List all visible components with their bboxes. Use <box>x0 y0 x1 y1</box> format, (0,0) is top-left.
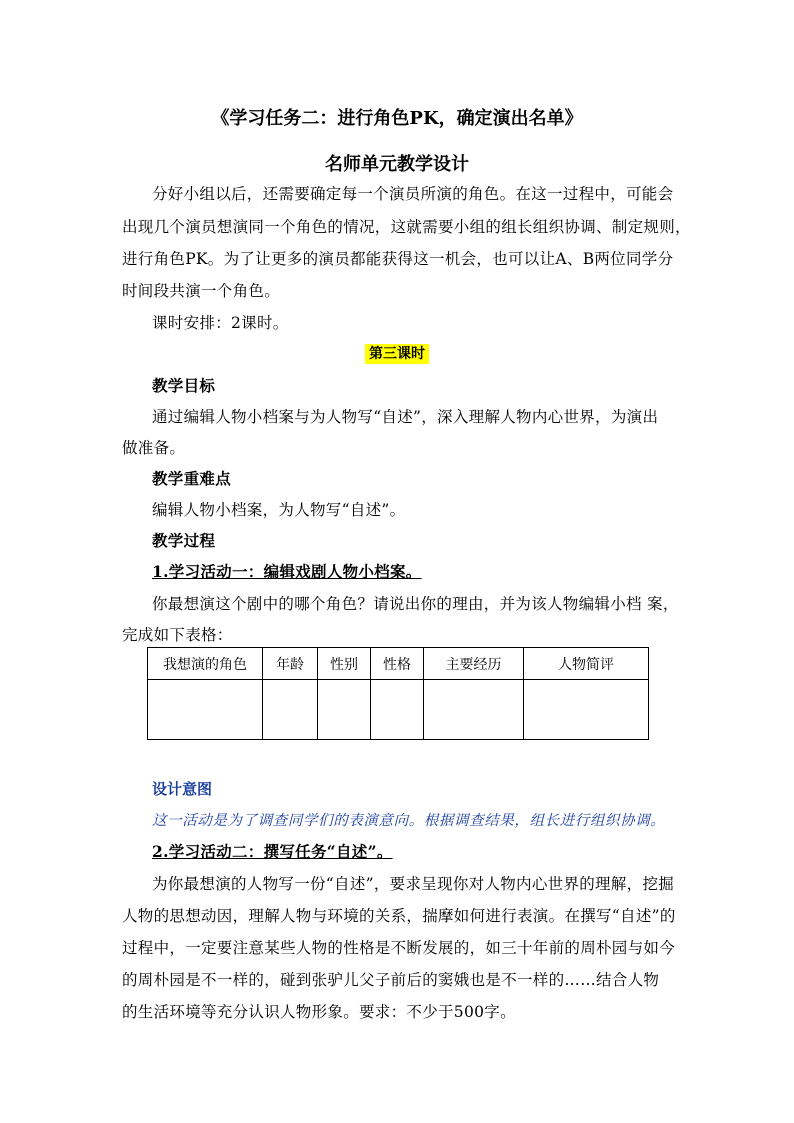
intro-line-2: 出现几个演员想演同一个角色的情况，这就需要小组的组长组织协调、制定规则， <box>122 218 691 236</box>
table-cell <box>424 680 524 740</box>
objective-line-1: 通过编辑人物小档案与为人物写“自述”，深入理解人物内心世界，为演出 <box>152 408 659 426</box>
activity2-line-2: 人物的思想动因，理解人物与环境的关系，揣摩如何进行表演。在撰写“自述”的 <box>122 907 676 925</box>
keypoints-text: 编辑人物小档案，为人物写“自述”。 <box>152 501 406 519</box>
activity1-line-1: 你最想演这个剧中的哪个角色？请说出你的理由，并为该人物编辑小档 案， <box>152 595 679 613</box>
page-subtitle: 名师单元教学设计 <box>325 154 469 175</box>
page-title: 《学习任务二：进行角色PK，确定演出名单》 <box>211 108 583 129</box>
activity2-line-5: 的生活环境等充分认识人物形象。要求：不少于500字。 <box>122 1003 516 1021</box>
activity1-heading: 1.学习活动一：编辑戏剧人物小档案。 <box>152 562 422 581</box>
table-header: 人物简评 <box>524 648 649 680</box>
profile-table <box>147 647 649 740</box>
lesson-label: 第三课时 <box>365 344 429 364</box>
table-cell <box>371 680 424 740</box>
table-header: 我想演的角色 <box>148 648 263 680</box>
activity1-line-2: 完成如下表格： <box>122 626 233 644</box>
design-intent-text: 这一活动是为了调查同学们的表演意向。根据调查结果，组长进行组织协调。 <box>152 813 666 829</box>
schedule-text: 课时安排：2课时。 <box>152 314 289 332</box>
activity2-line-4: 的周朴园是不一样的，碰到张驴儿父子前后的窦娥也是不一样的……结合人物 <box>122 971 660 989</box>
lesson-label-wrap <box>0 343 794 363</box>
table-header: 性格 <box>371 648 424 680</box>
table-header: 主要经历 <box>424 648 524 680</box>
table-row <box>148 680 649 740</box>
design-intent-heading: 设计意图 <box>152 780 213 798</box>
keypoints-heading: 教学重难点 <box>152 469 232 488</box>
intro-line-4: 时间段共演一个角色。 <box>122 282 281 300</box>
intro-line-3: 进行角色PK。为了让更多的演员都能获得这一机会，也可以让A、B两位同学分 <box>122 250 674 268</box>
table-cell <box>524 680 649 740</box>
table-header-row <box>148 648 649 680</box>
objective-heading: 教学目标 <box>152 376 216 395</box>
table-cell <box>318 680 371 740</box>
table-header: 年龄 <box>263 648 318 680</box>
activity2-line-3: 过程中，一定要注意某些人物的性格是不断发展的，如三十年前的周朴园与如今 <box>122 939 676 957</box>
process-heading: 教学过程 <box>152 531 216 550</box>
table-cell <box>148 680 263 740</box>
activity2-line-1: 为你最想演的人物写一份“自述”，要求呈现你对人物内心世界的理解，挖掘 <box>152 875 675 893</box>
table-cell <box>263 680 318 740</box>
intro-line-1: 分好小组以后，还需要确定每一个演员所演的角色。在这一过程中，可能会 <box>152 185 674 203</box>
table-header: 性别 <box>318 648 371 680</box>
activity2-heading: 2.学习活动二：撰写任务“自述”。 <box>152 842 393 861</box>
objective-line-2: 做准备。 <box>122 439 186 457</box>
